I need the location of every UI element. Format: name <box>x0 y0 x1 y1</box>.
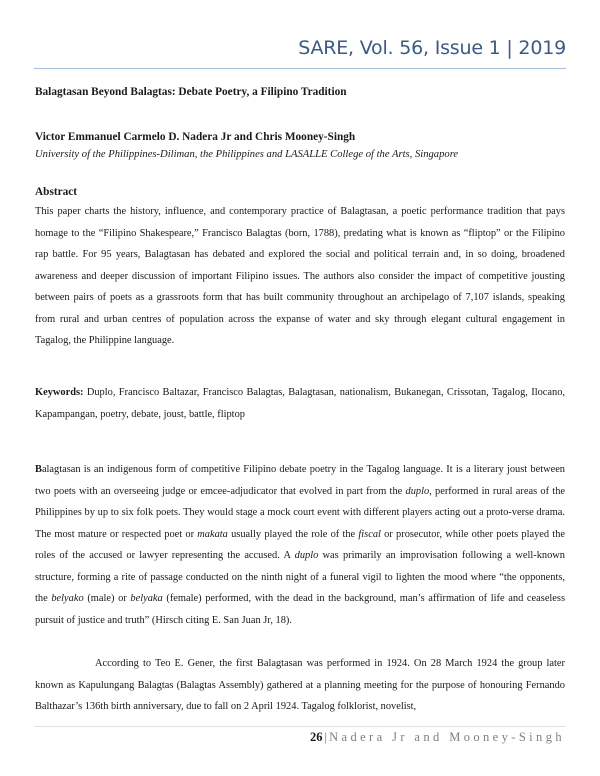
italic-term: fiscal <box>358 528 381 540</box>
footer-separator: | <box>324 730 328 744</box>
abstract-text: This paper charts the history, influence, and contemporary practice of Balagtasan, a poetic performance tradition that pays homage to the “Filipino Shakespeare,” Francisco Balagtas (born, 1788), predating what is known as “fliptop” or the Filipino rap battle. For 95 years, Balagtasan has debated and explored the social and political terrain and, in so doing, broadened awareness and deeper discussion of important Filipino issues. The authors also consider the impact of competitive jousting between pairs of poets as a grassroots form that has built community throughout an archipelago of 7,107 islands, speaking from rural and urban centres of population across the expanse of water and sky through elegant cultural engagement in Tagalog, the Philippine language. <box>35 206 565 346</box>
body-paragraph-2: According to Teo E. Gener, the first Balagtasan was performed in 1924. On 28 March 1924 the group later known as Kapulungang Balagtas (Balagtas Assembly) gathered at a planning meeting for the purpose of honouring Fernando Balthazar’s 136th birth anniversary, due to fall on 2 April 1924. Tagalog folklorist, novelist, <box>35 658 565 712</box>
italic-term: belyaka <box>130 593 163 604</box>
author-affiliation: University of the Philippines-Diliman, the Philippines and LASALLE College of the Arts, Singapore <box>35 149 459 160</box>
page-footer <box>310 730 565 745</box>
article-title: Balagtasan Beyond Balagtas: Debate Poetry, a Filipino Tradition <box>35 86 347 98</box>
article-authors: Victor Emmanuel Carmelo D. Nadera Jr and Chris Mooney-Singh <box>35 131 356 143</box>
text-run: was primarily an improvisation following a well-known structure, forming a rite of passage conducted on the ninth night of a funeral vigil to lighten the mood where “the opponents, the <box>35 550 565 604</box>
italic-term: belyako <box>51 593 84 604</box>
running-head: Nadera Jr and Mooney-Singh <box>329 730 565 744</box>
text-run: (male) or <box>83 593 131 604</box>
text-run: or prosecutor, while other poets played the roles of the accused or lawyer representing the accused. A <box>35 528 565 561</box>
journal-citation: SARE, Vol. 56, Issue 1 | 2019 <box>298 37 566 59</box>
abstract-heading: Abstract <box>35 186 78 198</box>
keywords <box>35 382 565 425</box>
drop-initial: B <box>35 464 42 475</box>
italic-term: duplo <box>294 550 319 561</box>
keywords-label: Keywords: <box>35 387 84 398</box>
text-run: alagtasan is an indigenous form of competitive Filipino debate poetry in the Tagalog language. It is a literary joust between two poets with an overseeing judge or emcee-adjudicator that evolved in part from the <box>35 464 565 497</box>
keywords-list: Duplo, Francisco Baltazar, Francisco Balagtas, Balagtasan, nationalism, Bukanegan, Crissotan, Tagalog, Ilocano, Kapampangan, poetry, debate, joust, battle, fliptop <box>35 387 565 420</box>
text-run: (female) performed, with the dead in the background, man’s affirmation of life and ceaseless pursuit of justice and truth” (Hirsch citing E. San Juan Jr, 18). <box>35 593 566 626</box>
text-run: usually played the role of the <box>227 528 359 540</box>
journal-header <box>34 34 566 69</box>
text-run: , performed in rural areas of the Philippines by up to six folk poets. They would stage a mock court event with different players acting out a proto-verse drama. The most mature or respected poet or <box>35 485 565 540</box>
italic-term: duplo <box>405 485 430 497</box>
page-number: 26 <box>310 730 323 744</box>
italic-term: makata <box>197 528 228 540</box>
body-paragraph-1 <box>35 459 565 631</box>
footer-divider <box>34 726 566 727</box>
